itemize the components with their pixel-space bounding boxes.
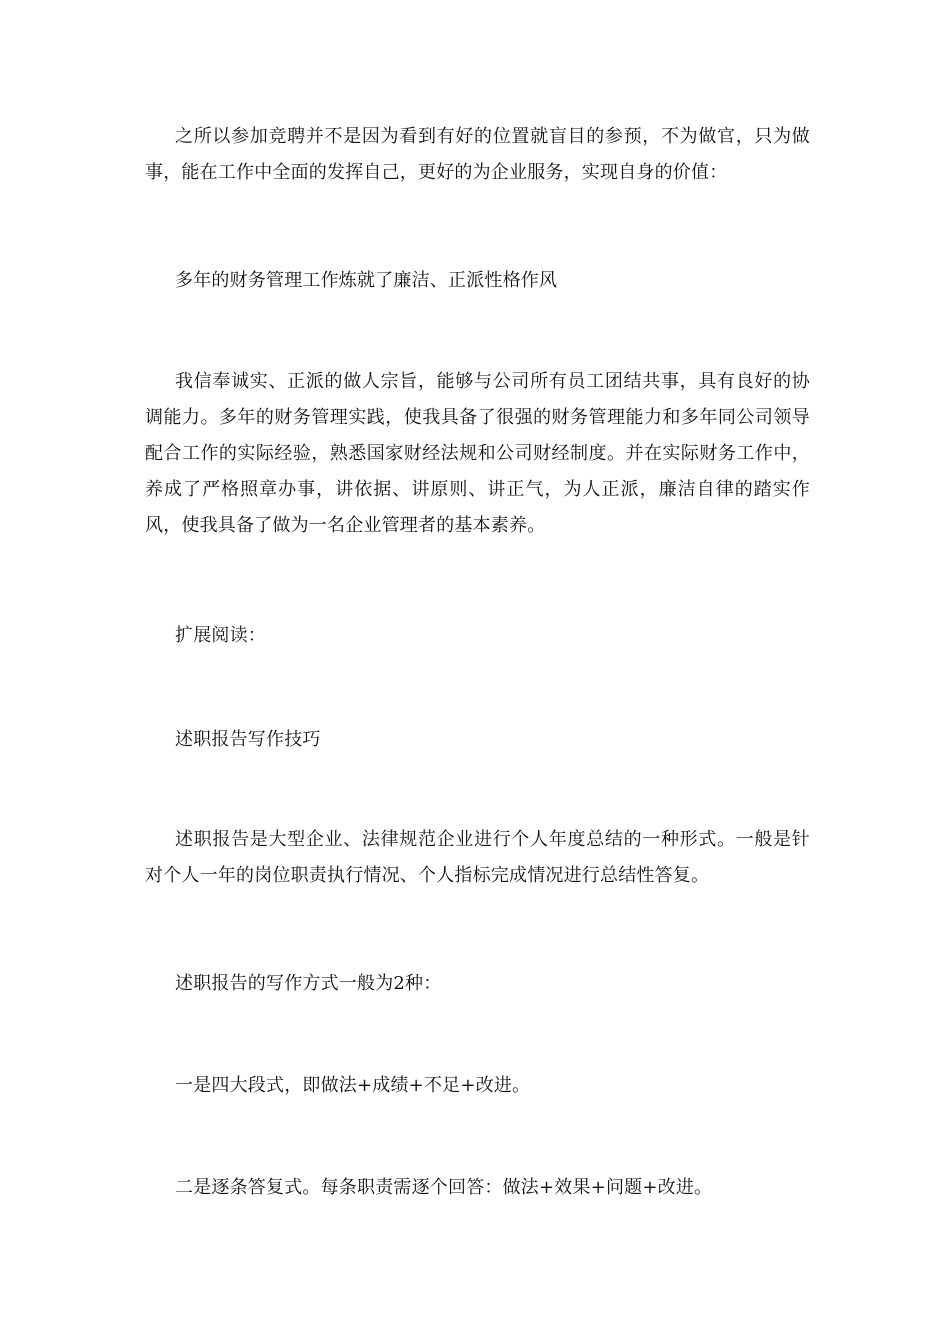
paragraph-experience: 我信奉诚实、正派的做人宗旨，能够与公司所有员工团结共事，具有良好的协调能力。多年的财务管理实践，使我具备了很强的财务管理能力和多年同公司领导配合工作的实际经验，熟悉国家财经法规和公司财经制度。并在实际财务工作中，养成了严格照章办事，讲依据、讲原则、讲正气，为人正派，廉洁自律的踏实作风，使我具备了做为一名企业管理者的基本素养。 xyxy=(145,371,810,536)
paragraph-method-one: 一是四大段式，即做法+成绩+不足+改进。 xyxy=(175,1075,531,1096)
paragraph-writing-tips-title: 述职报告写作技巧 xyxy=(175,729,321,750)
paragraph-two-methods: 述职报告的写作方式一般为2种： xyxy=(175,973,442,994)
paragraph-extended-reading: 扩展阅读： xyxy=(175,625,266,646)
paragraph-heading-integrity: 多年的财务管理工作炼就了廉洁、正派性格作风 xyxy=(175,270,558,291)
paragraph-motivation: 之所以参加竞聘并不是因为看到有好的位置就盲目的参预，不为做官，只为做事，能在工作中全面的发挥自己，更好的为企业服务，实现自身的价值： xyxy=(145,126,810,183)
paragraph-report-definition: 述职报告是大型企业、法律规范企业进行个人年度总结的一种形式。一般是针对个人一年的岗位职责执行情况、个人指标完成情况进行总结性答复。 xyxy=(145,829,810,886)
paragraph-method-two: 二是逐条答复式。每条职责需逐个回答：做法+效果+问题+改进。 xyxy=(175,1177,713,1198)
